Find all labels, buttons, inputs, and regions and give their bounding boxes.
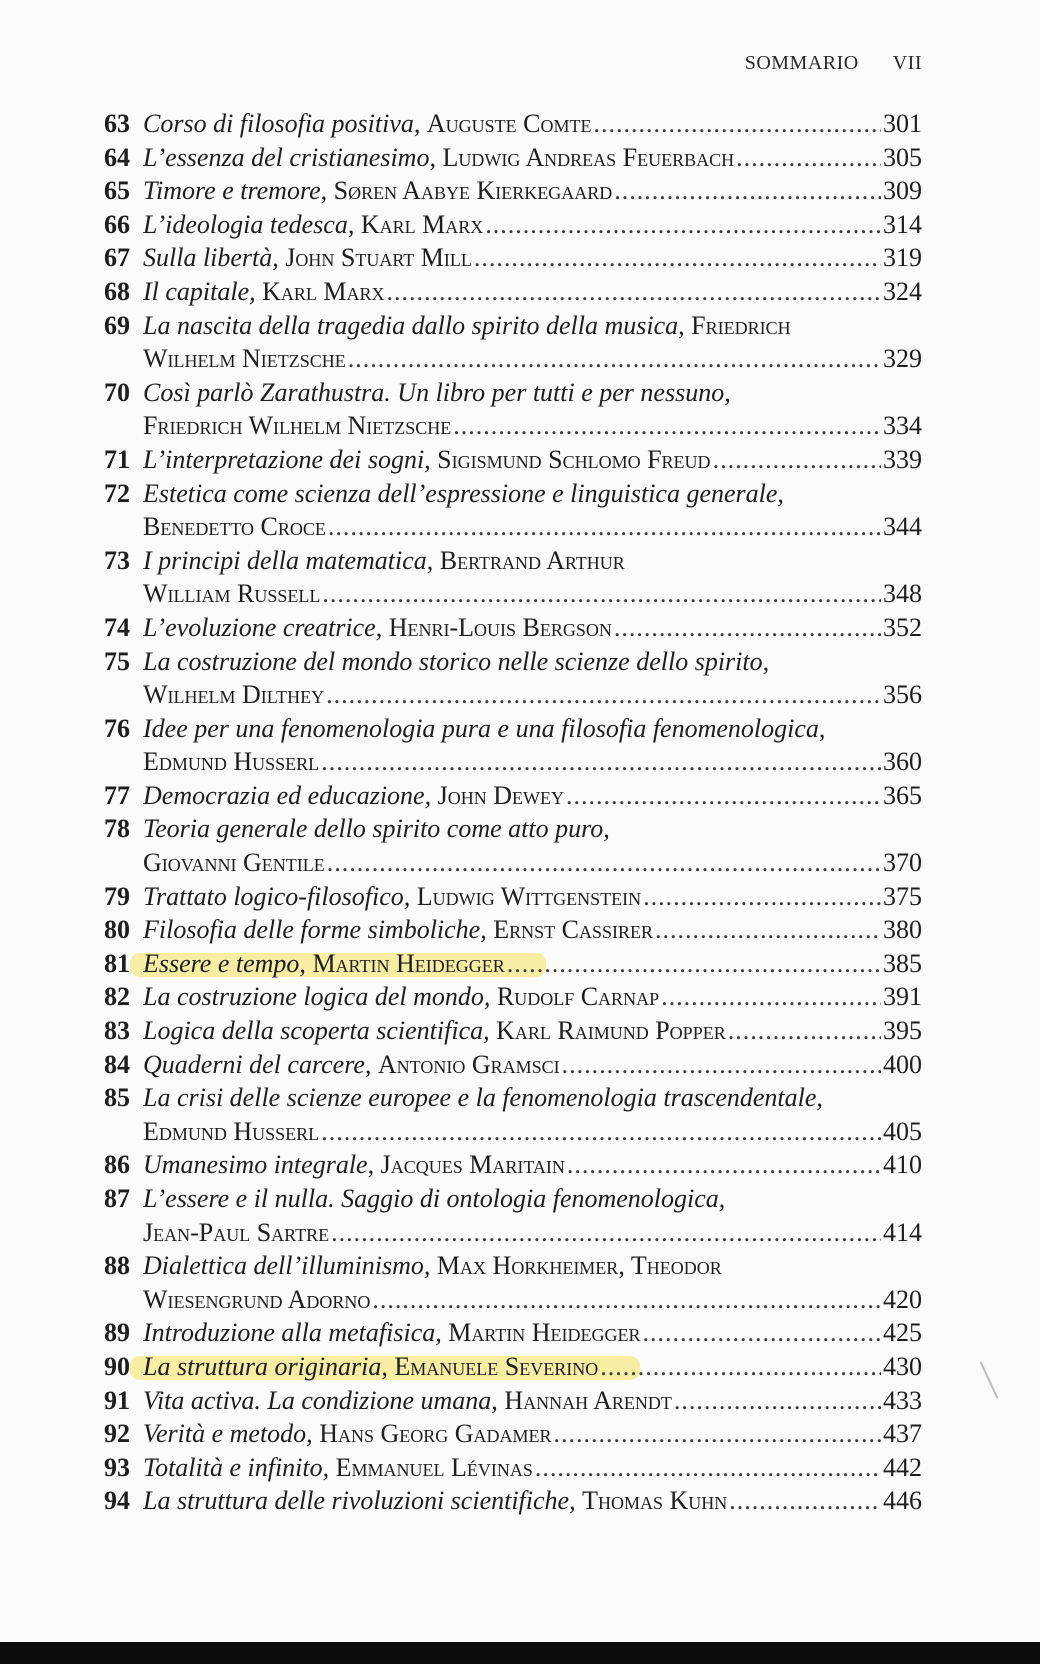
leader-dots xyxy=(643,880,881,914)
author-name: Hans Georg Gadamer xyxy=(319,1419,552,1449)
toc-line xyxy=(100,812,922,846)
entry-number: 86 xyxy=(104,1150,130,1180)
toc-entry xyxy=(100,1014,922,1048)
page-number: 305 xyxy=(883,142,922,172)
entry-number: 71 xyxy=(104,444,130,474)
entry-text xyxy=(143,141,922,175)
author-name: Karl Marx xyxy=(360,209,484,239)
toc-entry xyxy=(100,712,922,779)
toc-line xyxy=(100,342,922,376)
entry-text xyxy=(143,779,922,813)
work-title: Umanesimo integrale, xyxy=(143,1150,381,1180)
author-name: Thomas Kuhn xyxy=(582,1486,728,1516)
author-name: Søren Aabye Kierkegaard xyxy=(333,176,613,206)
author-name: Hannah Arendt xyxy=(504,1385,672,1415)
leader-dots xyxy=(594,107,882,141)
entry-text xyxy=(143,1115,922,1149)
toc-line xyxy=(100,1182,922,1216)
entry-text xyxy=(143,1048,922,1082)
entry-text xyxy=(143,812,922,846)
toc-line xyxy=(100,712,922,746)
work-title: Sulla libertà, xyxy=(143,243,286,273)
work-title: Corso di filosofia positiva, xyxy=(143,109,427,138)
work-title: Introduzione alla metafisica, xyxy=(143,1318,449,1348)
page-number: 425 xyxy=(883,1318,922,1348)
toc-entry xyxy=(100,1249,922,1316)
author-name: John Dewey xyxy=(437,780,564,810)
author-name: Karl Marx xyxy=(262,276,385,306)
toc-line xyxy=(100,577,922,611)
page-number: 391 xyxy=(883,982,922,1012)
leader-dots xyxy=(655,913,881,947)
entry-number: 87 xyxy=(104,1184,130,1213)
entry-number: 67 xyxy=(104,243,130,273)
toc-line xyxy=(100,913,922,947)
toc-line xyxy=(100,1148,922,1182)
entry-number: 79 xyxy=(104,881,130,911)
entry-text xyxy=(143,208,922,242)
toc-line xyxy=(100,1316,922,1350)
work-title: Estetica come scienza dell’espressione e linguistica generale, xyxy=(143,478,784,508)
leader-dots xyxy=(453,409,881,443)
entry-text xyxy=(143,1384,922,1418)
toc-line xyxy=(100,611,922,645)
toc-line xyxy=(100,980,922,1014)
entry-text xyxy=(143,309,922,343)
running-header xyxy=(745,52,922,75)
entry-text xyxy=(143,1249,922,1283)
toc-entry xyxy=(100,1148,922,1182)
author-name: Jean-Paul Sartre xyxy=(143,1217,330,1247)
section-title: SOMMARIO xyxy=(744,52,859,74)
toc-line xyxy=(100,443,922,477)
entry-number: 92 xyxy=(104,1419,130,1449)
leader-dots xyxy=(331,1216,881,1250)
entry-text xyxy=(143,510,922,544)
entry-number: 89 xyxy=(104,1318,130,1348)
entry-text xyxy=(143,174,922,208)
toc-line xyxy=(100,1081,922,1115)
toc-line xyxy=(100,1014,922,1048)
entry-text xyxy=(143,275,922,309)
toc-entry xyxy=(100,477,922,544)
author-name: Emmanuel Lévinas xyxy=(335,1452,533,1482)
leader-dots xyxy=(326,678,881,712)
entry-number: 63 xyxy=(104,109,130,138)
toc-line xyxy=(100,309,922,343)
page-number: 365 xyxy=(883,780,922,810)
leader-dots xyxy=(643,1316,881,1350)
leader-dots xyxy=(507,947,881,981)
author-name: John Stuart Mill xyxy=(285,243,472,273)
entry-text xyxy=(143,1484,922,1518)
author-name: Benedetto Croce xyxy=(143,512,326,542)
entry-number: 69 xyxy=(104,310,130,340)
work-title: Logica della scoperta scientifica, xyxy=(143,1016,497,1046)
toc-entry xyxy=(100,1484,922,1518)
leader-dots xyxy=(567,1148,881,1182)
leader-dots xyxy=(535,1451,881,1485)
work-title: L’interpretazione dei sogni, xyxy=(143,444,438,474)
entry-text xyxy=(143,409,922,443)
page-number: 446 xyxy=(883,1486,922,1516)
page-folio: VII xyxy=(892,52,922,74)
author-name: Antonio Gramsci xyxy=(377,1049,560,1079)
entry-text xyxy=(143,846,922,880)
toc-line xyxy=(100,1283,922,1317)
work-title: Dialettica dell’illuminismo, xyxy=(143,1251,437,1281)
author-name: Giovanni Gentile xyxy=(143,848,325,878)
toc-line xyxy=(100,1115,922,1149)
entry-number: 82 xyxy=(104,982,130,1012)
toc-entry xyxy=(100,1081,922,1148)
toc-line xyxy=(100,241,922,275)
page-number: 348 xyxy=(883,579,922,609)
page-number: 324 xyxy=(883,276,922,306)
page-number: 314 xyxy=(883,209,922,239)
entry-number: 93 xyxy=(104,1452,130,1482)
entry-text xyxy=(143,1081,922,1115)
leader-dots xyxy=(661,980,881,1014)
work-title: Verità e metodo, xyxy=(143,1419,320,1449)
entry-text xyxy=(143,1350,922,1384)
entry-text xyxy=(143,980,922,1014)
toc-entry xyxy=(100,107,922,141)
toc-entry xyxy=(100,880,922,914)
toc-entry xyxy=(100,174,922,208)
work-title: Totalità e infinito, xyxy=(143,1452,336,1482)
toc-entry xyxy=(100,1182,922,1249)
author-name: Friedrich Wilhelm Nietzsche xyxy=(143,411,452,441)
page-number: 410 xyxy=(883,1150,922,1180)
toc-line xyxy=(100,477,922,511)
page-number: 420 xyxy=(883,1284,922,1314)
page-number: 400 xyxy=(883,1049,922,1079)
toc-entry xyxy=(100,1350,922,1384)
toc-entry xyxy=(100,241,922,275)
entry-text xyxy=(143,1451,922,1485)
entry-text xyxy=(143,477,922,511)
toc-entry xyxy=(100,544,922,611)
entry-number: 83 xyxy=(104,1016,130,1046)
toc-entry xyxy=(100,275,922,309)
entry-number: 66 xyxy=(104,209,130,239)
leader-dots xyxy=(322,577,881,611)
toc-entry xyxy=(100,779,922,813)
work-title: Vita activa. La condizione umana, xyxy=(143,1385,505,1415)
entry-number: 77 xyxy=(104,780,130,810)
work-title: Quaderni del carcere, xyxy=(143,1049,378,1079)
toc-entry xyxy=(100,1384,922,1418)
toc-line xyxy=(100,544,922,578)
toc-entry xyxy=(100,141,922,175)
toc-entry xyxy=(100,376,922,443)
author-name: Wiesengrund Adorno xyxy=(143,1284,371,1314)
toc-entry xyxy=(100,812,922,879)
leader-dots xyxy=(321,1115,881,1149)
leader-dots xyxy=(327,846,881,880)
toc-line xyxy=(100,745,922,779)
toc-line xyxy=(100,1216,922,1250)
entry-text xyxy=(143,611,922,645)
entry-text xyxy=(143,577,922,611)
leader-dots xyxy=(387,275,881,309)
author-name: Auguste Comte xyxy=(426,109,592,138)
toc-line xyxy=(100,947,922,981)
page-number: 405 xyxy=(883,1116,922,1146)
entry-number: 85 xyxy=(104,1083,130,1113)
page-number: 329 xyxy=(883,344,922,374)
leader-dots xyxy=(614,611,881,645)
author-name: Ludwig Wittgenstein xyxy=(416,881,642,911)
toc-line xyxy=(100,510,922,544)
entry-text xyxy=(143,1014,922,1048)
entry-number: 81 xyxy=(104,948,130,978)
entry-text xyxy=(143,1283,922,1317)
author-name: Emanuele Severino xyxy=(394,1351,599,1381)
toc-line xyxy=(100,645,922,679)
author-name: Friedrich xyxy=(691,310,791,340)
author-name: Wilhelm Nietzsche xyxy=(143,344,346,374)
leader-dots xyxy=(321,745,881,779)
entry-number: 91 xyxy=(104,1385,130,1415)
toc-line xyxy=(100,107,922,141)
entry-number: 64 xyxy=(104,142,130,172)
author-name: Max Horkheimer, Theodor xyxy=(436,1251,722,1281)
entry-text xyxy=(143,745,922,779)
entry-number: 75 xyxy=(104,646,130,676)
entry-text xyxy=(143,107,922,141)
author-name: Bertrand Arthur xyxy=(439,545,625,575)
entry-number: 94 xyxy=(104,1486,130,1516)
entry-text xyxy=(143,880,922,914)
author-name: Edmund Husserl xyxy=(143,1116,320,1146)
entry-number: 78 xyxy=(104,814,130,844)
pen-mark xyxy=(980,1361,999,1398)
work-title: L’essere e il nulla. Saggio di ontologia fenomenologica, xyxy=(143,1184,726,1213)
toc-line xyxy=(100,880,922,914)
author-name: William Russell xyxy=(143,579,321,609)
author-name: Sigismund Schlomo Freud xyxy=(437,444,711,474)
leader-dots xyxy=(566,779,881,813)
page-number: 301 xyxy=(883,109,922,138)
toc-line xyxy=(100,846,922,880)
work-title: Idee per una fenomenologia pura e una filosofia fenomenologica, xyxy=(143,713,826,743)
page-number: 339 xyxy=(883,444,922,474)
author-name: Jacques Maritain xyxy=(380,1150,565,1180)
table-of-contents xyxy=(100,107,922,1518)
entry-text xyxy=(143,1148,922,1182)
entry-number: 70 xyxy=(104,377,130,407)
toc-line xyxy=(100,1417,922,1451)
entry-number: 73 xyxy=(104,545,130,575)
toc-line xyxy=(100,1484,922,1518)
page-number: 344 xyxy=(883,512,922,542)
leader-dots xyxy=(562,1048,881,1082)
page-number: 414 xyxy=(883,1217,922,1247)
work-title: Trattato logico-filosofico, xyxy=(143,881,417,911)
page-number: 360 xyxy=(883,747,922,777)
work-title: Così parlò Zarathustra. Un libro per tutti e per nessuno, xyxy=(143,377,731,407)
author-name: Edmund Husserl xyxy=(143,747,320,777)
author-name: Martin Heidegger xyxy=(312,948,505,978)
work-title: La costruzione logica del mondo, xyxy=(143,982,497,1012)
toc-entry xyxy=(100,443,922,477)
entry-text xyxy=(143,1182,922,1216)
toc-entry xyxy=(100,1048,922,1082)
entry-number: 74 xyxy=(104,612,130,642)
work-title: La struttura originaria, xyxy=(143,1351,395,1381)
entry-number: 68 xyxy=(104,276,130,306)
toc-entry xyxy=(100,980,922,1014)
entry-number: 84 xyxy=(104,1049,130,1079)
toc-entry xyxy=(100,947,922,981)
page-number: 334 xyxy=(883,411,922,441)
entry-number: 72 xyxy=(104,478,130,508)
entry-text xyxy=(143,342,922,376)
work-title: Democrazia ed educazione, xyxy=(143,780,438,810)
leader-dots xyxy=(474,241,881,275)
author-name: Martin Heidegger xyxy=(448,1318,641,1348)
toc-entry xyxy=(100,309,922,376)
page-number: 309 xyxy=(883,176,922,206)
entry-text xyxy=(143,947,922,981)
entry-text xyxy=(143,678,922,712)
entry-text xyxy=(143,1417,922,1451)
page-number: 395 xyxy=(883,1016,922,1046)
work-title: Teoria generale dello spirito come atto puro, xyxy=(143,814,610,844)
toc-line xyxy=(100,678,922,712)
entry-text xyxy=(143,241,922,275)
page-number: 442 xyxy=(883,1452,922,1482)
toc-line xyxy=(100,409,922,443)
page-number: 370 xyxy=(883,848,922,878)
page-number: 352 xyxy=(883,612,922,642)
toc-line xyxy=(100,1384,922,1418)
leader-dots xyxy=(328,510,881,544)
entry-text xyxy=(143,1216,922,1250)
entry-number: 76 xyxy=(104,713,130,743)
work-title: I principi della matematica, xyxy=(143,545,440,575)
leader-dots xyxy=(729,1484,881,1518)
author-name: Henri-Louis Bergson xyxy=(388,612,612,642)
page-number: 319 xyxy=(883,243,922,273)
toc-line xyxy=(100,174,922,208)
entry-number: 65 xyxy=(104,176,130,206)
page-number: 380 xyxy=(883,915,922,945)
toc-entry xyxy=(100,1316,922,1350)
leader-dots xyxy=(614,174,881,208)
work-title: Essere e tempo, xyxy=(143,948,313,978)
leader-dots xyxy=(728,1014,881,1048)
leader-dots xyxy=(600,1350,881,1384)
leader-dots xyxy=(554,1417,881,1451)
work-title: La crisi delle scienze europee e la fenomenologia trascendentale, xyxy=(143,1083,823,1113)
leader-dots xyxy=(674,1384,881,1418)
entry-text xyxy=(143,544,922,578)
entry-text xyxy=(143,443,922,477)
page-number: 385 xyxy=(883,948,922,978)
page-number: 437 xyxy=(883,1419,922,1449)
entry-text xyxy=(143,645,922,679)
toc-line xyxy=(100,1350,922,1384)
work-title: La struttura delle rivoluzioni scientifiche, xyxy=(143,1486,583,1516)
author-name: Wilhelm Dilthey xyxy=(143,680,325,710)
work-title: La nascita della tragedia dallo spirito della musica, xyxy=(143,310,692,340)
work-title: Il capitale, xyxy=(143,276,263,306)
author-name: Ernst Cassirer xyxy=(493,915,653,945)
leader-dots xyxy=(372,1283,881,1317)
toc-line xyxy=(100,275,922,309)
leader-dots xyxy=(485,208,881,242)
author-name: Karl Raimund Popper xyxy=(496,1016,726,1046)
entry-number: 80 xyxy=(104,915,130,945)
toc-line xyxy=(100,779,922,813)
entry-text xyxy=(143,712,922,746)
work-title: Timore e tremore, xyxy=(143,176,334,206)
leader-dots xyxy=(713,443,881,477)
toc-entry xyxy=(100,1451,922,1485)
toc-entry xyxy=(100,611,922,645)
toc-line xyxy=(100,208,922,242)
work-title: L’ideologia tedesca, xyxy=(143,209,361,239)
work-title: Filosofia delle forme simboliche, xyxy=(143,915,494,945)
entry-number: 90 xyxy=(104,1351,130,1381)
author-name: Ludwig Andreas Feuerbach xyxy=(442,142,735,172)
work-title: L’essenza del cristianesimo, xyxy=(143,142,443,172)
toc-line xyxy=(100,1249,922,1283)
toc-entry xyxy=(100,913,922,947)
leader-dots xyxy=(736,141,881,175)
toc-entry xyxy=(100,208,922,242)
work-title: La costruzione del mondo storico nelle scienze dello spirito, xyxy=(143,646,770,676)
toc-line xyxy=(100,141,922,175)
toc-entry xyxy=(100,645,922,712)
entry-text xyxy=(143,913,922,947)
entry-text xyxy=(143,1316,922,1350)
toc-line xyxy=(100,376,922,410)
toc-entry xyxy=(100,1417,922,1451)
page-number: 433 xyxy=(883,1385,922,1415)
leader-dots xyxy=(348,342,881,376)
toc-line xyxy=(100,1048,922,1082)
page-number: 375 xyxy=(883,881,922,911)
work-title: L’evoluzione creatrice, xyxy=(143,612,389,642)
author-name: Rudolf Carnap xyxy=(496,982,660,1012)
entry-text xyxy=(143,376,922,410)
scan-edge xyxy=(0,1642,1040,1664)
page-number: 356 xyxy=(883,680,922,710)
toc-line xyxy=(100,1451,922,1485)
page-number: 430 xyxy=(883,1351,922,1381)
entry-number: 88 xyxy=(104,1251,130,1281)
